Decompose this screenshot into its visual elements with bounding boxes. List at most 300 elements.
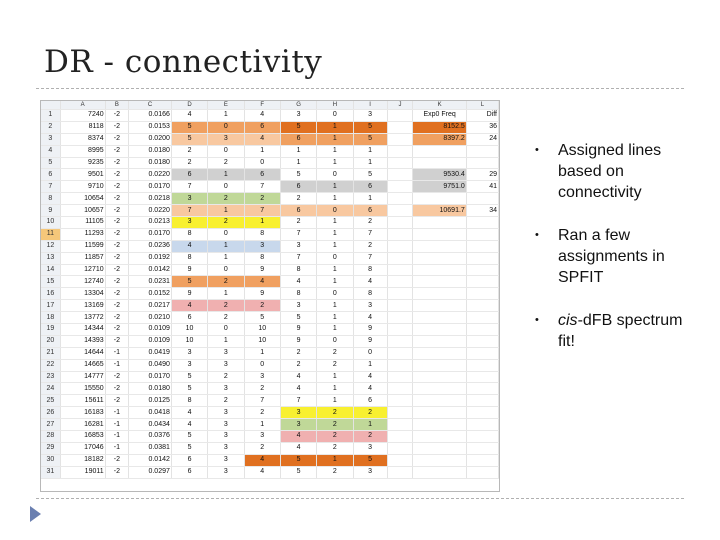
- cell-e[interactable]: 3: [208, 133, 244, 145]
- cell-e[interactable]: 3: [208, 419, 244, 431]
- cell-j[interactable]: [387, 228, 413, 240]
- cell-f[interactable]: 7: [244, 181, 280, 193]
- cell-g[interactable]: 4: [280, 371, 316, 383]
- cell-j[interactable]: [387, 407, 413, 419]
- cell-l[interactable]: [466, 454, 498, 466]
- cell-i[interactable]: 2: [353, 217, 387, 229]
- cell-b[interactable]: -2: [105, 181, 129, 193]
- cell-l[interactable]: [466, 217, 498, 229]
- cell-f[interactable]: 2: [244, 442, 280, 454]
- cell-g[interactable]: 9: [280, 324, 316, 336]
- cell-f[interactable]: 4: [244, 110, 280, 122]
- cell-i[interactable]: 5: [353, 133, 387, 145]
- cell-b[interactable]: -1: [105, 431, 129, 443]
- cell-f[interactable]: 1: [244, 145, 280, 157]
- cell-a[interactable]: 11293: [60, 228, 105, 240]
- cell-a[interactable]: 17046: [60, 442, 105, 454]
- cell-c[interactable]: 0.0381: [129, 442, 172, 454]
- cell-b[interactable]: -2: [105, 335, 129, 347]
- cell-b[interactable]: -1: [105, 407, 129, 419]
- cell-f[interactable]: 2: [244, 407, 280, 419]
- cell-h[interactable]: 2: [317, 466, 353, 478]
- cell-j[interactable]: [387, 419, 413, 431]
- cell-k[interactable]: [413, 276, 466, 288]
- cell-d[interactable]: 5: [171, 431, 207, 443]
- cell-l[interactable]: [466, 276, 498, 288]
- cell-c[interactable]: 0.0109: [129, 324, 172, 336]
- cell-e[interactable]: 1: [208, 252, 244, 264]
- cell-l[interactable]: [466, 324, 498, 336]
- cell-i[interactable]: 8: [353, 288, 387, 300]
- cell-b[interactable]: -2: [105, 371, 129, 383]
- cell-l[interactable]: [466, 431, 498, 443]
- column-header[interactable]: F: [244, 101, 280, 110]
- cell-h[interactable]: 1: [317, 300, 353, 312]
- spreadsheet[interactable]: [40, 100, 500, 492]
- cell-i[interactable]: 9: [353, 324, 387, 336]
- cell-i[interactable]: 1: [353, 419, 387, 431]
- cell-i[interactable]: 4: [353, 371, 387, 383]
- column-header[interactable]: I: [353, 101, 387, 110]
- cell-l[interactable]: [466, 157, 498, 169]
- cell-j[interactable]: [387, 181, 413, 193]
- cell-g[interactable]: 6: [280, 205, 316, 217]
- cell-k[interactable]: 8397.2: [413, 133, 466, 145]
- cell-k[interactable]: [413, 431, 466, 443]
- cell-a[interactable]: 7240: [60, 110, 105, 122]
- cell-e[interactable]: 2: [208, 395, 244, 407]
- cell-f[interactable]: 1: [244, 217, 280, 229]
- cell-h[interactable]: 2: [317, 442, 353, 454]
- cell-b[interactable]: -2: [105, 193, 129, 205]
- row-number[interactable]: 21: [41, 347, 60, 359]
- cell-l[interactable]: Diff: [466, 110, 498, 122]
- cell-i[interactable]: 5: [353, 121, 387, 133]
- row-number[interactable]: 18: [41, 312, 60, 324]
- cell-g[interactable]: 3: [280, 300, 316, 312]
- cell-h[interactable]: 1: [317, 240, 353, 252]
- row-number[interactable]: 12: [41, 240, 60, 252]
- row-number[interactable]: 29: [41, 442, 60, 454]
- cell-g[interactable]: 8: [280, 264, 316, 276]
- cell-k[interactable]: [413, 359, 466, 371]
- cell-g[interactable]: 4: [280, 431, 316, 443]
- cell-g[interactable]: 3: [280, 407, 316, 419]
- cell-e[interactable]: 1: [208, 169, 244, 181]
- cell-f[interactable]: 6: [244, 121, 280, 133]
- cell-g[interactable]: 2: [280, 193, 316, 205]
- cell-b[interactable]: -2: [105, 169, 129, 181]
- cell-e[interactable]: 1: [208, 110, 244, 122]
- cell-b[interactable]: -2: [105, 252, 129, 264]
- cell-d[interactable]: 3: [171, 359, 207, 371]
- cell-h[interactable]: 2: [317, 431, 353, 443]
- column-header[interactable]: G: [280, 101, 316, 110]
- cell-d[interactable]: 6: [171, 169, 207, 181]
- cell-g[interactable]: 7: [280, 252, 316, 264]
- cell-f[interactable]: 2: [244, 383, 280, 395]
- cell-c[interactable]: 0.0109: [129, 335, 172, 347]
- cell-c[interactable]: 0.0170: [129, 181, 172, 193]
- cell-k[interactable]: [413, 466, 466, 478]
- cell-b[interactable]: -2: [105, 110, 129, 122]
- cell-d[interactable]: 6: [171, 466, 207, 478]
- cell-j[interactable]: [387, 157, 413, 169]
- cell-j[interactable]: [387, 431, 413, 443]
- cell-h[interactable]: 1: [317, 264, 353, 276]
- cell-h[interactable]: 0: [317, 205, 353, 217]
- row-number[interactable]: 8: [41, 193, 60, 205]
- cell-i[interactable]: 7: [353, 228, 387, 240]
- cell-k[interactable]: [413, 407, 466, 419]
- row-number[interactable]: 23: [41, 371, 60, 383]
- cell-h[interactable]: 1: [317, 193, 353, 205]
- cell-g[interactable]: 2: [280, 217, 316, 229]
- cell-f[interactable]: 6: [244, 169, 280, 181]
- cell-k[interactable]: [413, 217, 466, 229]
- cell-g[interactable]: 5: [280, 121, 316, 133]
- cell-a[interactable]: 16281: [60, 419, 105, 431]
- cell-d[interactable]: 6: [171, 454, 207, 466]
- cell-l[interactable]: 24: [466, 133, 498, 145]
- cell-j[interactable]: [387, 383, 413, 395]
- cell-c[interactable]: 0.0376: [129, 431, 172, 443]
- cell-h[interactable]: 0: [317, 335, 353, 347]
- cell-i[interactable]: 8: [353, 264, 387, 276]
- cell-a[interactable]: 14665: [60, 359, 105, 371]
- cell-d[interactable]: 7: [171, 205, 207, 217]
- cell-l[interactable]: [466, 288, 498, 300]
- row-number[interactable]: 10: [41, 217, 60, 229]
- cell-c[interactable]: 0.0418: [129, 407, 172, 419]
- cell-h[interactable]: 1: [317, 228, 353, 240]
- cell-d[interactable]: 8: [171, 395, 207, 407]
- cell-j[interactable]: [387, 276, 413, 288]
- cell-d[interactable]: 2: [171, 145, 207, 157]
- cell-e[interactable]: 0: [208, 324, 244, 336]
- cell-i[interactable]: 2: [353, 407, 387, 419]
- cell-a[interactable]: 19011: [60, 466, 105, 478]
- cell-e[interactable]: 3: [208, 383, 244, 395]
- cell-k[interactable]: [413, 442, 466, 454]
- cell-b[interactable]: -2: [105, 145, 129, 157]
- cell-f[interactable]: 3: [244, 431, 280, 443]
- cell-e[interactable]: 0: [208, 121, 244, 133]
- cell-i[interactable]: 5: [353, 454, 387, 466]
- cell-h[interactable]: 2: [317, 407, 353, 419]
- cell-b[interactable]: -2: [105, 466, 129, 478]
- row-number[interactable]: 15: [41, 276, 60, 288]
- cell-j[interactable]: [387, 312, 413, 324]
- cell-a[interactable]: 14644: [60, 347, 105, 359]
- cell-b[interactable]: -2: [105, 157, 129, 169]
- cell-l[interactable]: [466, 300, 498, 312]
- cell-l[interactable]: [466, 383, 498, 395]
- cell-b[interactable]: -2: [105, 240, 129, 252]
- cell-e[interactable]: 3: [208, 454, 244, 466]
- cell-c[interactable]: 0.0142: [129, 454, 172, 466]
- nav-arrow-icon[interactable]: [30, 506, 41, 522]
- column-header[interactable]: E: [208, 101, 244, 110]
- row-number[interactable]: 24: [41, 383, 60, 395]
- cell-j[interactable]: [387, 395, 413, 407]
- cell-i[interactable]: 1: [353, 145, 387, 157]
- cell-f[interactable]: 8: [244, 228, 280, 240]
- cell-b[interactable]: -2: [105, 276, 129, 288]
- cell-b[interactable]: -2: [105, 300, 129, 312]
- cell-k[interactable]: [413, 335, 466, 347]
- cell-j[interactable]: [387, 133, 413, 145]
- cell-i[interactable]: 4: [353, 383, 387, 395]
- cell-h[interactable]: 1: [317, 371, 353, 383]
- cell-e[interactable]: 3: [208, 407, 244, 419]
- cell-k[interactable]: [413, 157, 466, 169]
- cell-h[interactable]: 1: [317, 324, 353, 336]
- cell-d[interactable]: 4: [171, 240, 207, 252]
- cell-f[interactable]: 4: [244, 466, 280, 478]
- cell-a[interactable]: 9235: [60, 157, 105, 169]
- cell-j[interactable]: [387, 466, 413, 478]
- cell-f[interactable]: 10: [244, 324, 280, 336]
- column-header[interactable]: H: [317, 101, 353, 110]
- cell-e[interactable]: 2: [208, 312, 244, 324]
- cell-b[interactable]: -2: [105, 324, 129, 336]
- cell-g[interactable]: 5: [280, 454, 316, 466]
- cell-f[interactable]: 3: [244, 371, 280, 383]
- cell-d[interactable]: 5: [171, 133, 207, 145]
- cell-e[interactable]: 2: [208, 276, 244, 288]
- cell-i[interactable]: 3: [353, 466, 387, 478]
- cell-e[interactable]: 0: [208, 228, 244, 240]
- cell-j[interactable]: [387, 121, 413, 133]
- cell-a[interactable]: 14393: [60, 335, 105, 347]
- cell-g[interactable]: 4: [280, 442, 316, 454]
- cell-h[interactable]: 1: [317, 217, 353, 229]
- cell-c[interactable]: 0.0170: [129, 228, 172, 240]
- cell-c[interactable]: 0.0152: [129, 288, 172, 300]
- cell-c[interactable]: 0.0166: [129, 110, 172, 122]
- cell-a[interactable]: 18182: [60, 454, 105, 466]
- cell-g[interactable]: 3: [280, 419, 316, 431]
- row-number[interactable]: 30: [41, 454, 60, 466]
- cell-h[interactable]: 1: [317, 133, 353, 145]
- cell-e[interactable]: 2: [208, 157, 244, 169]
- cell-e[interactable]: 1: [208, 240, 244, 252]
- cell-a[interactable]: 16183: [60, 407, 105, 419]
- row-number[interactable]: 31: [41, 466, 60, 478]
- cell-e[interactable]: 3: [208, 431, 244, 443]
- cell-a[interactable]: 14777: [60, 371, 105, 383]
- cell-a[interactable]: 8995: [60, 145, 105, 157]
- cell-g[interactable]: 1: [280, 145, 316, 157]
- cell-d[interactable]: 4: [171, 110, 207, 122]
- cell-d[interactable]: 5: [171, 442, 207, 454]
- cell-d[interactable]: 10: [171, 324, 207, 336]
- cell-f[interactable]: 2: [244, 193, 280, 205]
- column-header[interactable]: D: [171, 101, 207, 110]
- cell-h[interactable]: 1: [317, 276, 353, 288]
- cell-d[interactable]: 9: [171, 264, 207, 276]
- cell-k[interactable]: [413, 193, 466, 205]
- row-number[interactable]: 17: [41, 300, 60, 312]
- column-header[interactable]: J: [387, 101, 413, 110]
- cell-c[interactable]: 0.0180: [129, 157, 172, 169]
- cell-g[interactable]: 4: [280, 383, 316, 395]
- cell-i[interactable]: 5: [353, 169, 387, 181]
- cell-i[interactable]: 3: [353, 300, 387, 312]
- cell-a[interactable]: 15550: [60, 383, 105, 395]
- cell-c[interactable]: 0.0297: [129, 466, 172, 478]
- cell-h[interactable]: 2: [317, 419, 353, 431]
- cell-e[interactable]: 3: [208, 359, 244, 371]
- cell-c[interactable]: 0.0200: [129, 133, 172, 145]
- row-number[interactable]: 14: [41, 264, 60, 276]
- cell-d[interactable]: 5: [171, 276, 207, 288]
- cell-i[interactable]: 2: [353, 240, 387, 252]
- cell-l[interactable]: [466, 395, 498, 407]
- cell-i[interactable]: 3: [353, 442, 387, 454]
- cell-j[interactable]: [387, 217, 413, 229]
- cell-e[interactable]: 1: [208, 335, 244, 347]
- cell-b[interactable]: -1: [105, 359, 129, 371]
- cell-h[interactable]: 1: [317, 312, 353, 324]
- cell-k[interactable]: [413, 395, 466, 407]
- cell-i[interactable]: 4: [353, 276, 387, 288]
- cell-a[interactable]: 13169: [60, 300, 105, 312]
- cell-l[interactable]: [466, 371, 498, 383]
- cell-f[interactable]: 7: [244, 395, 280, 407]
- column-header[interactable]: B: [105, 101, 129, 110]
- cell-e[interactable]: 3: [208, 442, 244, 454]
- row-number[interactable]: 3: [41, 133, 60, 145]
- cell-g[interactable]: 8: [280, 288, 316, 300]
- cell-h[interactable]: 0: [317, 169, 353, 181]
- cell-f[interactable]: 5: [244, 312, 280, 324]
- cell-f[interactable]: 10: [244, 335, 280, 347]
- row-number[interactable]: 13: [41, 252, 60, 264]
- cell-b[interactable]: -2: [105, 205, 129, 217]
- cell-g[interactable]: 5: [280, 466, 316, 478]
- cell-k[interactable]: 9530.4: [413, 169, 466, 181]
- cell-l[interactable]: [466, 240, 498, 252]
- cell-f[interactable]: 4: [244, 133, 280, 145]
- cell-c[interactable]: 0.0220: [129, 169, 172, 181]
- cell-a[interactable]: 11857: [60, 252, 105, 264]
- cell-b[interactable]: -2: [105, 264, 129, 276]
- cell-f[interactable]: 7: [244, 205, 280, 217]
- row-number[interactable]: 16: [41, 288, 60, 300]
- cell-d[interactable]: 5: [171, 383, 207, 395]
- cell-b[interactable]: -2: [105, 288, 129, 300]
- cell-l[interactable]: 29: [466, 169, 498, 181]
- row-number[interactable]: 19: [41, 324, 60, 336]
- cell-c[interactable]: 0.0180: [129, 145, 172, 157]
- cell-b[interactable]: -1: [105, 347, 129, 359]
- cell-c[interactable]: 0.0153: [129, 121, 172, 133]
- cell-f[interactable]: 9: [244, 288, 280, 300]
- cell-h[interactable]: 0: [317, 110, 353, 122]
- cell-c[interactable]: 0.0142: [129, 264, 172, 276]
- cell-g[interactable]: 2: [280, 359, 316, 371]
- cell-e[interactable]: 2: [208, 217, 244, 229]
- cell-k[interactable]: [413, 252, 466, 264]
- cell-e[interactable]: 2: [208, 300, 244, 312]
- cell-h[interactable]: 1: [317, 157, 353, 169]
- cell-i[interactable]: 1: [353, 157, 387, 169]
- row-number[interactable]: 27: [41, 419, 60, 431]
- cell-e[interactable]: 0: [208, 145, 244, 157]
- cell-j[interactable]: [387, 264, 413, 276]
- cell-f[interactable]: 4: [244, 454, 280, 466]
- cell-k[interactable]: 8152.5: [413, 121, 466, 133]
- cell-h[interactable]: 1: [317, 145, 353, 157]
- cell-i[interactable]: 6: [353, 395, 387, 407]
- cell-d[interactable]: 3: [171, 217, 207, 229]
- cell-j[interactable]: [387, 454, 413, 466]
- cell-b[interactable]: -2: [105, 217, 129, 229]
- cell-d[interactable]: 9: [171, 288, 207, 300]
- cell-i[interactable]: 0: [353, 347, 387, 359]
- cell-c[interactable]: 0.0236: [129, 240, 172, 252]
- cell-j[interactable]: [387, 371, 413, 383]
- cell-i[interactable]: 6: [353, 181, 387, 193]
- cell-i[interactable]: 3: [353, 110, 387, 122]
- cell-i[interactable]: 1: [353, 359, 387, 371]
- cell-i[interactable]: 9: [353, 335, 387, 347]
- cell-a[interactable]: 9710: [60, 181, 105, 193]
- cell-a[interactable]: 10657: [60, 205, 105, 217]
- cell-g[interactable]: 3: [280, 240, 316, 252]
- cell-k[interactable]: [413, 383, 466, 395]
- cell-k[interactable]: 9751.0: [413, 181, 466, 193]
- cell-c[interactable]: 0.0170: [129, 371, 172, 383]
- cell-d[interactable]: 3: [171, 193, 207, 205]
- cell-g[interactable]: 4: [280, 276, 316, 288]
- cell-e[interactable]: 3: [208, 466, 244, 478]
- cell-f[interactable]: 9: [244, 264, 280, 276]
- row-number[interactable]: 5: [41, 157, 60, 169]
- row-number[interactable]: 26: [41, 407, 60, 419]
- cell-k[interactable]: 10691.7: [413, 205, 466, 217]
- cell-h[interactable]: 2: [317, 359, 353, 371]
- cell-a[interactable]: 13772: [60, 312, 105, 324]
- cell-d[interactable]: 4: [171, 407, 207, 419]
- cell-l[interactable]: [466, 193, 498, 205]
- cell-j[interactable]: [387, 335, 413, 347]
- cell-k[interactable]: [413, 240, 466, 252]
- cell-l[interactable]: [466, 419, 498, 431]
- cell-d[interactable]: 10: [171, 335, 207, 347]
- cell-k[interactable]: [413, 324, 466, 336]
- cell-f[interactable]: 0: [244, 359, 280, 371]
- cell-h[interactable]: 0: [317, 288, 353, 300]
- cell-j[interactable]: [387, 205, 413, 217]
- cell-d[interactable]: 3: [171, 347, 207, 359]
- cell-a[interactable]: 11599: [60, 240, 105, 252]
- row-number[interactable]: 9: [41, 205, 60, 217]
- cell-d[interactable]: 4: [171, 300, 207, 312]
- cell-j[interactable]: [387, 288, 413, 300]
- cell-g[interactable]: 5: [280, 312, 316, 324]
- column-header[interactable]: A: [60, 101, 105, 110]
- cell-h[interactable]: 1: [317, 121, 353, 133]
- cell-f[interactable]: 2: [244, 300, 280, 312]
- cell-h[interactable]: 1: [317, 454, 353, 466]
- cell-k[interactable]: Exp0 Freq: [413, 110, 466, 122]
- cell-c[interactable]: 0.0217: [129, 300, 172, 312]
- cell-k[interactable]: [413, 145, 466, 157]
- cell-d[interactable]: 6: [171, 312, 207, 324]
